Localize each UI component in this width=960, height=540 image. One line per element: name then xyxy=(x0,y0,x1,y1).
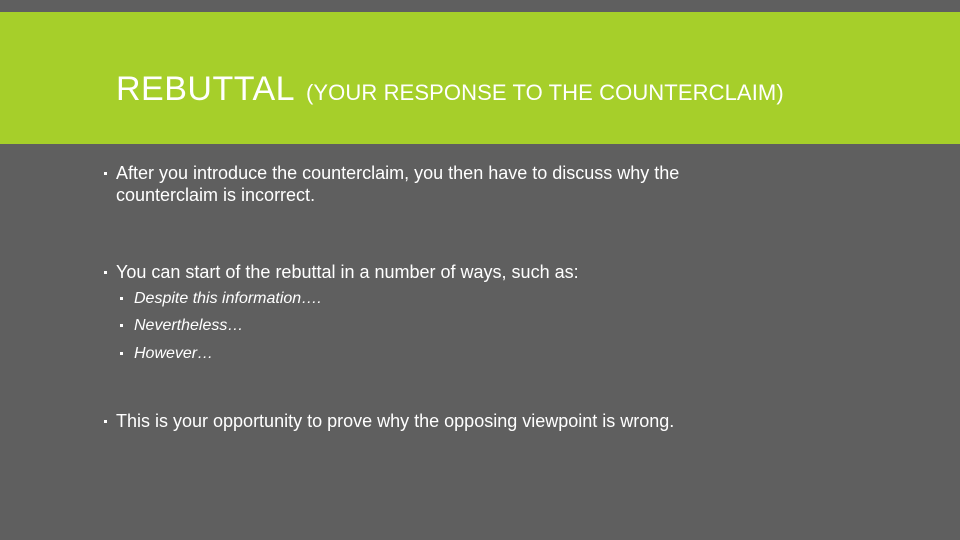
bullet-item-3 xyxy=(116,410,786,432)
title-subtitle: (YOUR RESPONSE TO THE COUNTERCLAIM) xyxy=(305,80,784,105)
sub-bullet-marker-icon xyxy=(120,297,123,300)
sub-bullet-text-3: However… xyxy=(134,345,214,362)
bullet-text-3: This is your opportunity to prove why the opposing viewpoint is wrong. xyxy=(116,411,675,431)
title-main: REBUTTAL xyxy=(116,70,296,108)
bullet-marker-icon xyxy=(104,271,107,274)
sub-bullet-text-2: Nevertheless… xyxy=(134,317,244,334)
sub-bullet-text-1: Despite this information…. xyxy=(134,290,322,307)
bullet-marker-icon xyxy=(104,172,107,175)
sub-bullet-item-2 xyxy=(134,316,634,336)
sub-bullet-item-1 xyxy=(134,289,634,309)
sub-bullet-marker-icon xyxy=(120,324,123,327)
bullet-text-2: You can start of the rebuttal in a number of ways, such as: xyxy=(116,262,579,282)
bullet-item-2 xyxy=(116,261,786,283)
sub-bullet-marker-icon xyxy=(120,352,123,355)
bullet-text-1: After you introduce the counterclaim, you then have to discuss why the counterclaim is incorrect. xyxy=(116,163,680,206)
bullet-marker-icon xyxy=(104,420,107,423)
bullet-item-1 xyxy=(116,162,786,207)
sub-bullet-item-3 xyxy=(134,344,634,364)
